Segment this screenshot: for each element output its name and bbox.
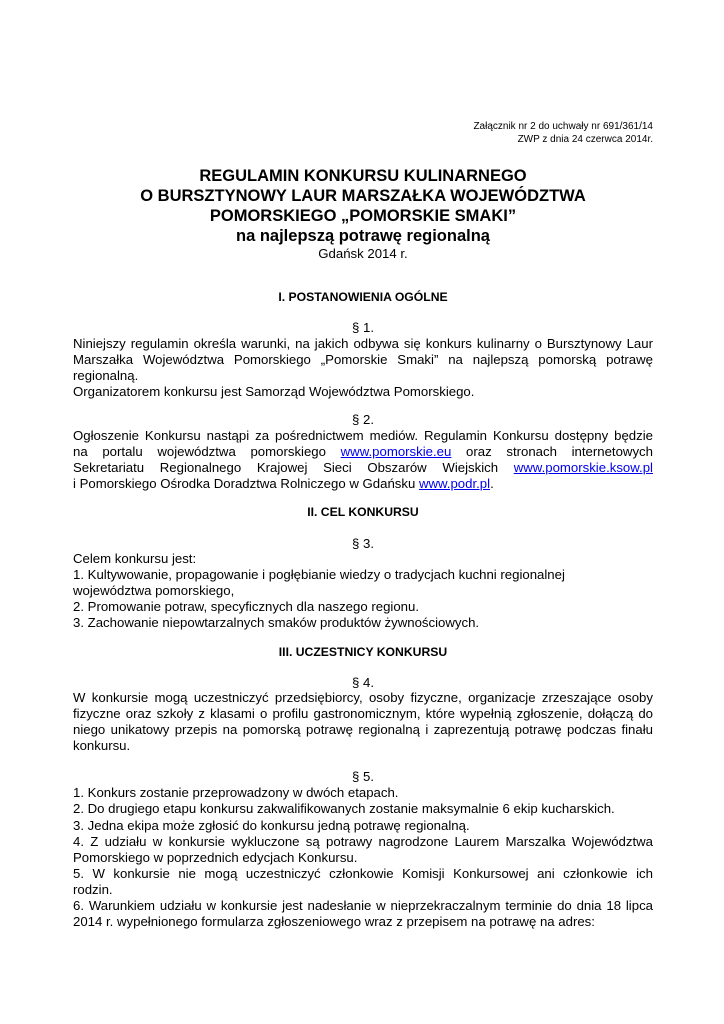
p3-line-4: 2. Promowanie potraw, specyficznych dla naszego regionu.: [73, 599, 419, 614]
paragraph-3-number: § 3.: [352, 536, 374, 551]
p2-line-2-text-b: oraz stronach internetowych: [466, 444, 653, 459]
p2-line-4-text: i Pomorskiego Ośrodka Doradztwa Rolniczego w Gdańsku: [73, 476, 416, 491]
paragraph-1-number: § 1.: [352, 320, 374, 335]
link-podr[interactable]: www.podr.pl: [418, 476, 491, 491]
link-pomorskie-ksow[interactable]: www.pomorskie.ksow.pl: [513, 460, 653, 475]
p2-line-3: [73, 460, 653, 476]
p3-line-1: Celem konkursu jest:: [73, 551, 197, 566]
p5-line-9: 2014 r. wypełnionego formularza zgłoszeniowego wraz z przepisem na potrawę na adres:: [73, 914, 595, 929]
p1-line-2: Marszałka Województwa Pomorskiego „Pomorskie Smaki” na najlepszą pomorską potrawę: [73, 352, 653, 367]
paragraph-5-number: § 5.: [352, 769, 374, 784]
section-2-heading: II. CEL KONKURSU: [307, 505, 419, 519]
title-line-4: na najlepszą potrawę regionalną: [236, 227, 490, 245]
paragraph-4-number: § 4.: [352, 675, 374, 690]
p4-line-3: niego unikatowy przepis na pomorską potrawę regionalną i zaprezentują potrawę podczas finału: [73, 722, 653, 737]
annex-line-2: ZWP z dnia 24 czerwca 2014r.: [517, 134, 653, 145]
p3-line-2: 1. Kultywowanie, propagowanie i pogłębianie wiedzy o tradycjach kuchni regionalnej: [73, 567, 565, 582]
p2-line-4-period: .: [490, 476, 494, 491]
title-line-3: POMORSKIEGO „POMORSKIE SMAKI”: [209, 207, 517, 225]
p5-line-7: rodzin.: [73, 882, 113, 897]
p4-line-1: W konkursie mogą uczestniczyć przedsiębiorcy, osoby fizyczne, organizacje zrzeszające osoby: [73, 690, 653, 705]
annex-line-1: Załącznik nr 2 do uchwały nr 691/361/14: [473, 121, 653, 132]
p2-line-3-text: Sekretariatu Regionalnego Krajowej Sieci Obszarów Wiejskich: [73, 460, 499, 475]
annex-note: [473, 120, 653, 146]
p5-line-5: Pomorskiego w poprzednich edycjach Konkursu.: [73, 850, 358, 865]
p5-line-4: 4. Z udziału w konkursie wykluczone są potrawy nagrodzone Laurem Marszalka Województwa: [73, 834, 653, 849]
p1-line-1: Niniejszy regulamin określa warunki, na jakich odbywa się konkurs kulinarny o Bursztynowy Laur: [73, 336, 653, 351]
p1-line-4: Organizatorem konkursu jest Samorząd Województwa Pomorskiego.: [73, 384, 475, 399]
p1-line-3: regionalną.: [73, 368, 139, 383]
p5-line-6: 5. W konkursie nie mogą uczestniczyć członkowie Komisji Konkursowej ani członkowie ich: [73, 866, 653, 881]
p4-line-2: fizyczne oraz szkoły z klasami o profilu gastronomicznym, które wypełnią zgłoszenie, dołączą do: [73, 706, 653, 721]
p5-line-1: 1. Konkurs zostanie przeprowadzony w dwóch etapach.: [73, 785, 399, 800]
paragraph-2-number: § 2.: [352, 412, 374, 427]
section-1-heading: I. POSTANOWIENIA OGÓLNE: [278, 290, 448, 304]
p2-line-2: [73, 444, 653, 460]
link-pomorskie-eu[interactable]: www.pomorskie.eu: [340, 444, 452, 459]
p2-line-4: [73, 476, 653, 492]
p3-line-3: województwa pomorskiego,: [73, 583, 235, 598]
title-line-2: O BURSZTYNOWY LAUR MARSZAŁKA WOJEWÓDZTWA: [140, 187, 586, 205]
p5-line-8: 6. Warunkiem udziału w konkursie jest nadesłanie w nieprzekraczalnym terminie do dnia 18 lipca: [73, 898, 653, 913]
document-title: [73, 166, 653, 246]
title-line-1: REGULAMIN KONKURSU KULINARNEGO: [199, 167, 527, 185]
p5-line-2: 2. Do drugiego etapu konkursu zakwalifikowanych zostanie maksymalnie 6 ekip kucharskich.: [73, 801, 615, 816]
place-date: Gdańsk 2014 r.: [318, 246, 408, 261]
p2-line-2-text-a: na portalu województwa pomorskiego: [73, 444, 326, 459]
p2-line-1: Ogłoszenie Konkursu nastąpi za pośrednictwem mediów. Regulamin Konkursu dostępny będzie: [73, 428, 653, 443]
p5-line-3: 3. Jedna ekipa może zgłosić do konkursu jedną potrawę regionalną.: [73, 818, 470, 833]
p4-line-4: konkursu.: [73, 738, 131, 753]
section-3-heading: III. UCZESTNICY KONKURSU: [278, 645, 448, 659]
p3-line-5: 3. Zachowanie niepowtarzalnych smaków produktów żywnościowych.: [73, 615, 480, 630]
